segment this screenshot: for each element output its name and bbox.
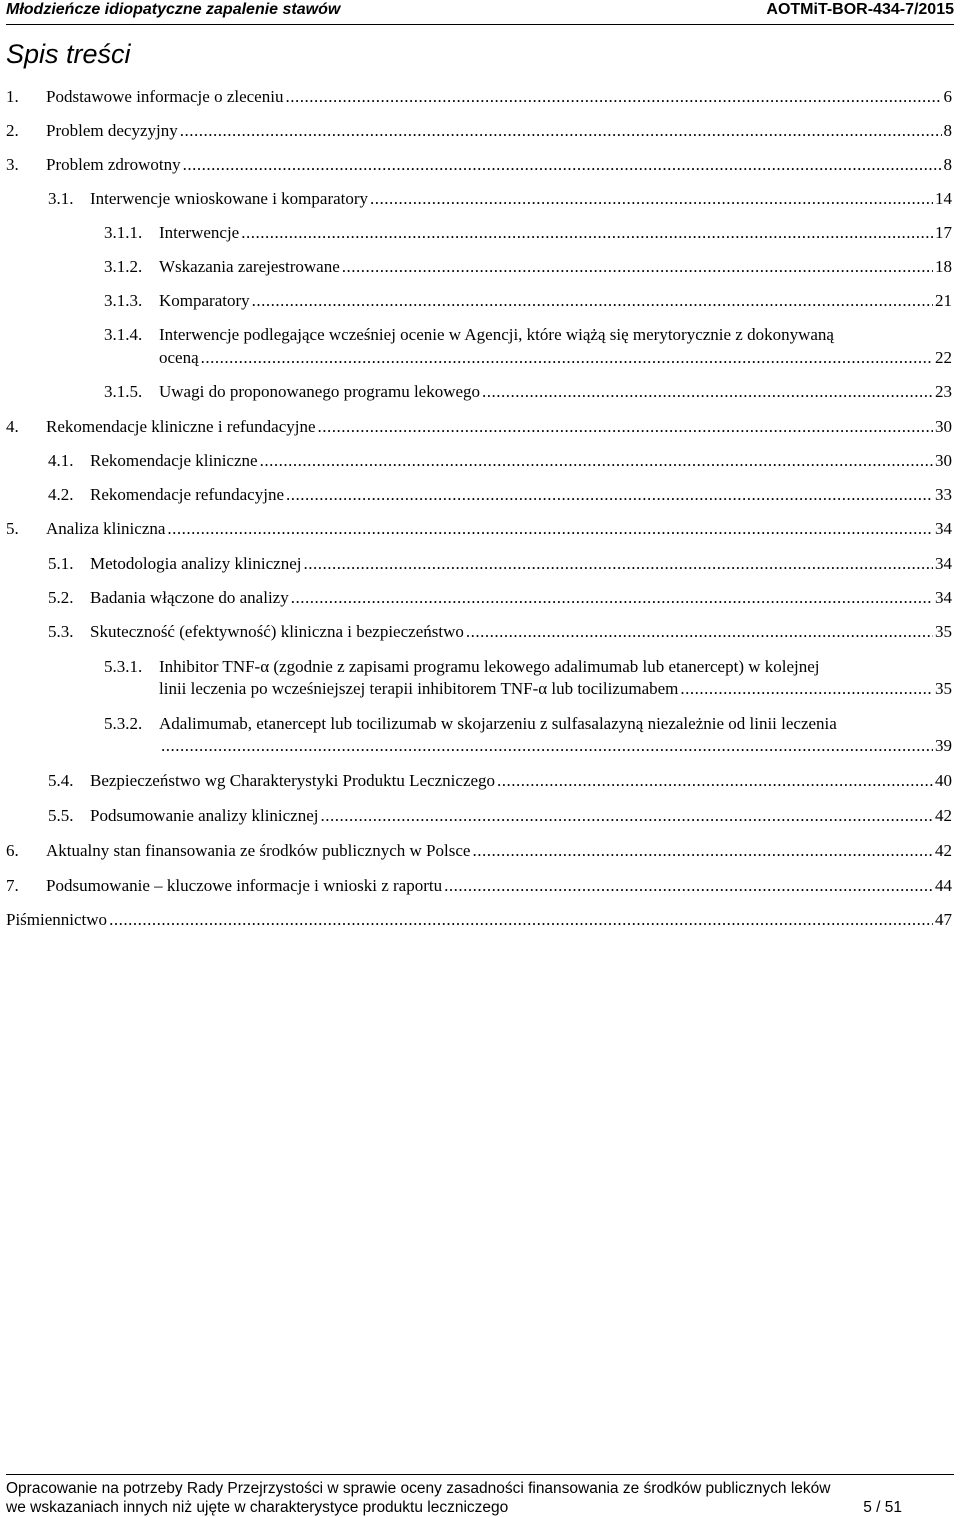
toc-entry-title: Podsumowanie analizy klinicznej [90, 806, 319, 825]
toc-entry-title: Interwencje wnioskowane i komparatory [90, 189, 369, 208]
toc-entry-title-line1: Inhibitor TNF-α (zgodnie z zapisami programu lekowego adalimumab lub etanercept) w kolejnej [159, 657, 820, 676]
toc-entry[interactable] [6, 120, 952, 142]
toc-entry-title: oceną [159, 348, 199, 367]
toc-entry[interactable] [104, 324, 952, 369]
toc-dot-leader [260, 450, 933, 472]
toc-entry-number: 3.1.2. [104, 257, 143, 276]
toc-entry-number: 5.3.1. [104, 657, 143, 676]
toc-entry-title: Aktualny stan finansowania ze środków publicznych w Polsce [46, 841, 471, 860]
toc-entry-title-line1: Interwencje podlegające wcześniej ocenie w Agencji, które wiążą się merytorycznie z dokonywaną [159, 325, 834, 344]
toc-entry-number: 7. [6, 876, 19, 895]
toc-entry[interactable] [48, 553, 952, 575]
toc-entry[interactable] [104, 222, 952, 244]
toc-entry[interactable] [48, 484, 952, 506]
toc-entry-page: 17 [935, 223, 952, 242]
toc-entry-title: Skuteczność (efektywność) kliniczna i bezpieczeństwo [90, 622, 464, 641]
toc-entry[interactable] [48, 188, 952, 210]
toc-entry[interactable] [6, 840, 952, 862]
toc-entry-title: Interwencje [159, 223, 240, 242]
toc-dot-leader [472, 840, 933, 862]
toc-entry-title: Rekomendacje kliniczne [90, 451, 258, 470]
toc-entry[interactable] [6, 518, 952, 540]
toc-entry-page: 42 [935, 806, 952, 825]
toc-entry-page: 39 [935, 736, 952, 755]
toc-entry-number: 5.3.2. [104, 714, 143, 733]
toc-entry[interactable] [6, 875, 952, 897]
toc-entry-title: Podsumowanie – kluczowe informacje i wnioski z raportu [46, 876, 443, 895]
toc-entry-title: Uwagi do proponowanego programu lekowego [159, 382, 481, 401]
toc-entry-title: Piśmiennictwo [6, 910, 108, 929]
toc-entry-title-line1: Adalimumab, etanercept lub tocilizumab w skojarzeniu z sulfasalazyną niezależnie od linii leczenia [159, 714, 837, 733]
toc-entry-page: 42 [935, 841, 952, 860]
toc-entry[interactable] [104, 290, 952, 312]
toc-entry-number: 5.5. [48, 806, 74, 825]
toc-entry-page: 34 [935, 588, 952, 607]
toc-entry-page: 6 [943, 87, 952, 106]
toc-dot-leader [680, 678, 933, 700]
toc-entry-title: Rekomendacje refundacyjne [90, 485, 284, 504]
toc-entry-title: Wskazania zarejestrowane [159, 257, 340, 276]
toc-dot-leader [241, 222, 933, 244]
page-footer [6, 1474, 954, 1517]
toc-entry[interactable] [6, 416, 952, 438]
toc-entry-number: 5.4. [48, 771, 74, 790]
toc-entry[interactable] [48, 805, 952, 827]
footer-line-2: we wskazaniach innych niż ujęte w charakterystyce produktu leczniczego [6, 1499, 509, 1516]
toc-dot-leader [286, 484, 933, 506]
toc-entry-number: 3.1.5. [104, 382, 143, 401]
toc-entry-number: 4.1. [48, 451, 74, 470]
toc-entry-number: 5. [6, 519, 19, 538]
toc-dot-leader [321, 805, 934, 827]
toc-entry-title: Rekomendacje kliniczne i refundacyjne [46, 417, 316, 436]
footer-line-1: Opracowanie na potrzeby Rady Przejrzystości w sprawie oceny zasadności finansowania ze środków publicznych leków [6, 1480, 831, 1497]
toc-dot-leader [161, 735, 933, 757]
toc-entry-title: Problem decyzyjny [46, 121, 178, 140]
toc-entry[interactable] [48, 587, 952, 609]
toc-entry-page: 34 [935, 554, 952, 573]
toc-entry-number: 5.1. [48, 554, 74, 573]
toc-entry-page: 30 [935, 451, 952, 470]
toc-dot-leader [109, 909, 933, 931]
toc-entry-number: 3.1.1. [104, 223, 143, 242]
toc-entry-title: Podstawowe informacje o zleceniu [46, 87, 284, 106]
toc-entry-page: 33 [935, 485, 952, 504]
toc-dot-leader [482, 381, 933, 403]
toc-entry-number: 4. [6, 417, 19, 436]
toc-dot-leader [342, 256, 933, 278]
toc-entry-title: Komparatory [159, 291, 250, 310]
toc-entry-title: linii leczenia po wcześniejszej terapii inhibitorem TNF-α lub tocilizumabem [159, 679, 679, 698]
toc-dot-leader [370, 188, 933, 210]
toc-dot-leader [497, 770, 933, 792]
toc-entry-number: 4.2. [48, 485, 74, 504]
toc-dot-leader [444, 875, 933, 897]
toc-dot-leader [285, 86, 941, 108]
toc-dot-leader [466, 621, 933, 643]
toc-entry-title: Problem zdrowotny [46, 155, 181, 174]
toc-entry-title: Analiza kliniczna [46, 519, 166, 538]
toc-entry-number: 1. [6, 87, 19, 106]
toc-entry-number: 3. [6, 155, 19, 174]
toc-entry[interactable] [104, 713, 952, 757]
toc-entry[interactable] [48, 770, 952, 792]
toc-entry-page: 47 [935, 910, 952, 929]
toc-dot-leader [180, 120, 942, 142]
toc-dot-leader [318, 416, 933, 438]
toc-dot-leader [304, 553, 934, 575]
toc-entry-page: 14 [935, 189, 952, 208]
toc-entry-number: 3.1.4. [104, 325, 143, 344]
toc-entry-title: Badania włączone do analizy [90, 588, 289, 607]
toc-entry-page: 23 [935, 382, 952, 401]
toc-dot-leader [201, 347, 933, 369]
toc-entry-title: Bezpieczeństwo wg Charakterystyki Produktu Leczniczego [90, 771, 496, 790]
footer-page-number: 5 / 51 [863, 1499, 902, 1516]
toc-entry-number: 3.1.3. [104, 291, 143, 310]
toc-dot-leader [167, 518, 933, 540]
toc-entry[interactable] [6, 909, 952, 931]
toc-entry-page: 34 [935, 519, 952, 538]
toc-entry-number: 3.1. [48, 189, 74, 208]
page-header [6, 0, 954, 25]
toc-entry-page: 21 [935, 291, 952, 310]
toc-entry-page: 18 [935, 257, 952, 276]
toc-entry-page: 22 [935, 348, 952, 367]
toc-entry[interactable] [104, 381, 952, 403]
toc-entry[interactable] [48, 621, 952, 643]
toc-dot-leader [183, 154, 942, 176]
toc-entry-number: 6. [6, 841, 19, 860]
toc-entry-page: 30 [935, 417, 952, 436]
toc-dot-leader [252, 290, 933, 312]
toc-dot-leader [291, 587, 933, 609]
toc-entry-page: 40 [935, 771, 952, 790]
toc-entry-title: Metodologia analizy klinicznej [90, 554, 302, 573]
toc-entry-page: 44 [935, 876, 952, 895]
toc-title: Spis treści [6, 39, 131, 69]
header-document-title: Młodzieńcze idiopatyczne zapalenie stawów [6, 1, 341, 18]
toc-entry[interactable] [104, 256, 952, 278]
toc-entry-number: 2. [6, 121, 19, 140]
toc-entry[interactable] [6, 86, 952, 108]
toc-entry-page: 8 [943, 155, 952, 174]
toc-entry-page: 8 [943, 121, 952, 140]
toc-entry[interactable] [48, 450, 952, 472]
toc-entry-number: 5.3. [48, 622, 74, 641]
toc-entry[interactable] [6, 154, 952, 176]
toc-entry[interactable] [104, 656, 952, 700]
toc-entry-number: 5.2. [48, 588, 74, 607]
header-document-id: AOTMiT-BOR-434-7/2015 [766, 1, 954, 18]
toc-entry-page: 35 [935, 679, 952, 698]
toc-entry-page: 35 [935, 622, 952, 641]
